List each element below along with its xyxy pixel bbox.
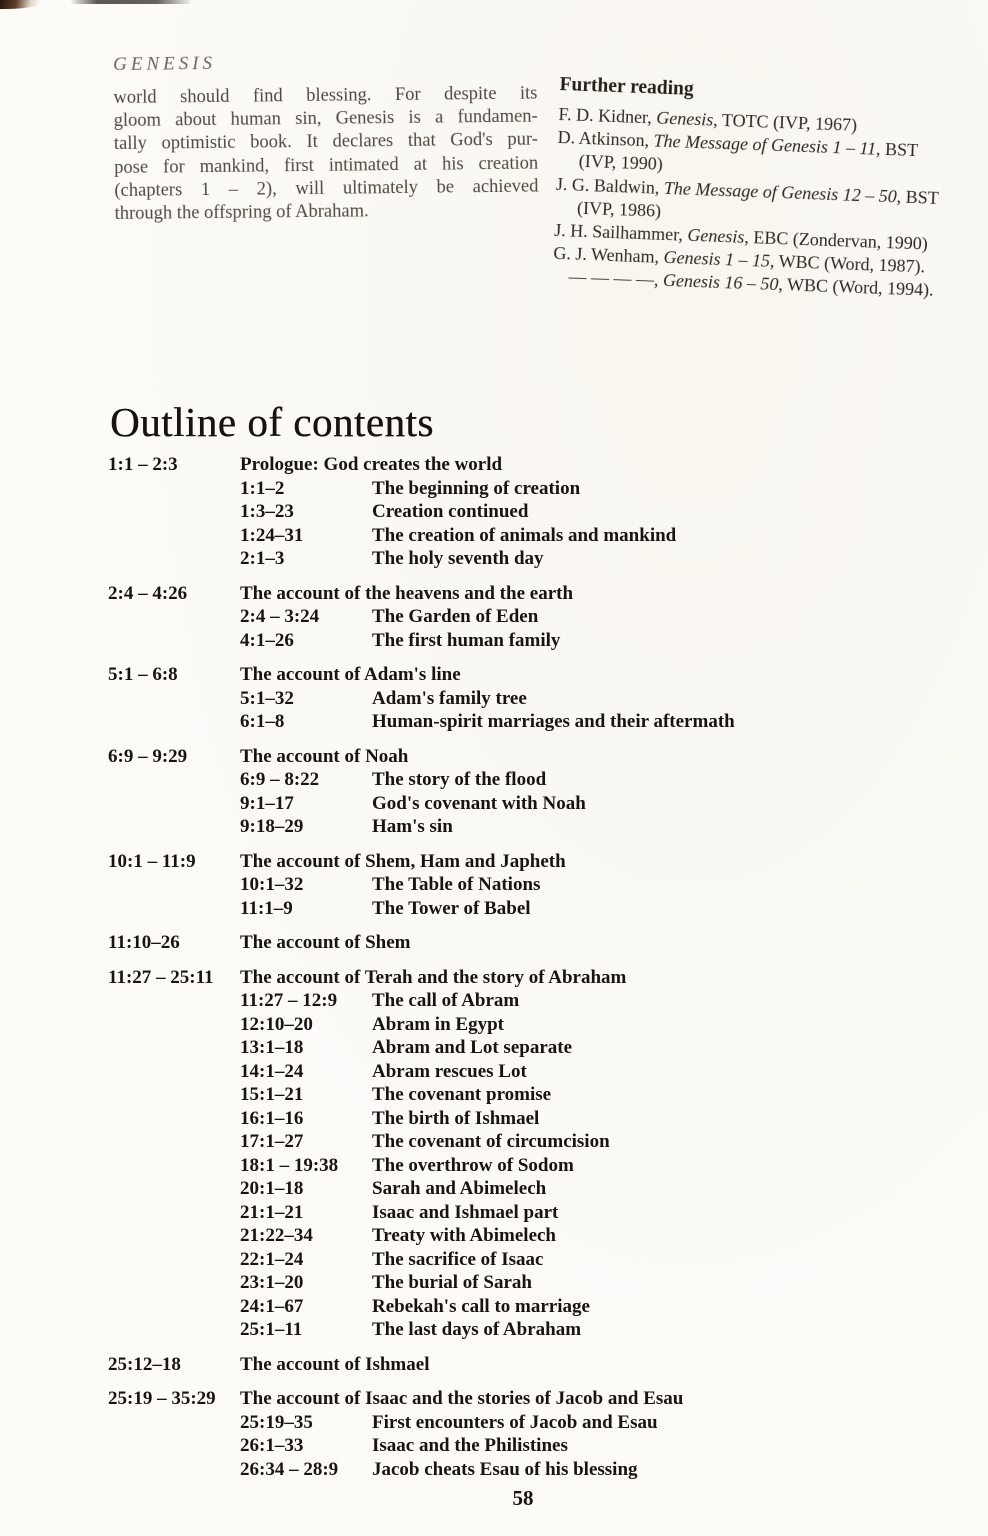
outline-sub-entry (108, 524, 908, 548)
verse-range: 4:1–26 (240, 629, 294, 651)
verse-range: 15:1–21 (240, 1084, 304, 1105)
publisher-info: , WBC (Word, 1994). (778, 274, 934, 301)
outline-section-heading (108, 663, 908, 687)
book-title: Genesis (655, 107, 714, 130)
outline-section-block (108, 1387, 908, 1481)
entry-description: The beginning of creation (372, 477, 581, 499)
publisher-info: , BST (IVP, 1990) (578, 138, 919, 175)
entry-description: The Garden of Eden (372, 606, 539, 627)
outline-sub-entry (108, 1295, 908, 1319)
book-title: Genesis (687, 224, 745, 247)
section-title: The account of Noah (240, 745, 409, 767)
outline-sub-entry (108, 547, 908, 571)
outline-sub-entry (108, 873, 908, 897)
outline-section-block (108, 1353, 908, 1377)
verse-range: 21:22–34 (240, 1225, 313, 1246)
verse-range: 25:19 – 35:29 (108, 1388, 216, 1409)
book-title: The Message of Genesis 12 – 50 (663, 177, 898, 207)
verse-range: 1:1 – 2:3 (108, 454, 178, 475)
publisher-info: , EBC (Zondervan, 1990) (744, 226, 929, 254)
verse-range: 2:4 – 3:24 (240, 606, 320, 627)
verse-range: 10:1 – 11:9 (108, 850, 196, 872)
verse-range: 22:1–24 (240, 1248, 304, 1270)
verse-range: 24:1–67 (240, 1295, 304, 1317)
entry-description: Ham's sin (372, 816, 453, 837)
outline-section-heading (108, 582, 908, 606)
further-reading-heading: Further reading (559, 74, 695, 100)
outline-sub-entry (108, 815, 908, 839)
book-title: Genesis 16 – 50 (662, 270, 779, 295)
verse-range: 23:1–20 (240, 1272, 304, 1293)
verse-range: 16:1–16 (240, 1107, 304, 1129)
intro-paragraph (113, 83, 538, 227)
outline-sub-entry (108, 1130, 908, 1154)
outline-section-heading (108, 1353, 908, 1377)
verse-range: 2:4 – 4:26 (108, 582, 188, 604)
outline-sub-entry (108, 1201, 908, 1225)
section-title: The account of the heavens and the earth (240, 582, 574, 604)
outline-sub-entry (108, 500, 908, 524)
outline-section-heading (108, 966, 908, 990)
outline-section-heading (108, 745, 908, 769)
outline-section-block (108, 582, 908, 653)
verse-range: 17:1–27 (240, 1131, 304, 1152)
entry-description: The story of the flood (372, 769, 547, 790)
entry-description: The last days of Abraham (372, 1319, 582, 1340)
entry-description: God's covenant with Noah (372, 792, 586, 814)
outline-heading: Outline of contents (110, 399, 434, 445)
running-head: GENESIS (113, 52, 217, 75)
section-title: The account of Terah and the story of Abraham (240, 966, 627, 988)
book-title: Genesis 1 – 15 (663, 247, 771, 272)
outline-sub-entry (108, 1036, 908, 1060)
entry-description: Sarah and Abimelech (372, 1178, 547, 1199)
outline-section-block (108, 931, 908, 955)
verse-range: 6:9 – 9:29 (108, 745, 188, 767)
verse-range: 12:10–20 (240, 1013, 313, 1035)
verse-range: 13:1–18 (240, 1037, 304, 1058)
verse-range: 1:24–31 (240, 524, 304, 546)
entry-description: Isaac and Ishmael part (372, 1201, 559, 1223)
scan-smudge-top-left (0, 0, 46, 9)
verse-range: 11:1–9 (240, 897, 293, 919)
outline-sub-entry (108, 1060, 908, 1084)
outline-sub-entry (108, 1458, 908, 1482)
verse-range: 11:27 – 25:11 (108, 966, 214, 988)
verse-range: 26:1–33 (240, 1435, 304, 1456)
verse-range: 9:18–29 (240, 816, 304, 837)
outline-section-block (108, 745, 908, 839)
intro-line: tally optimistic book. It declares that God's pur- (113, 129, 539, 155)
author-name: J. G. Baldwin, (555, 173, 665, 198)
outline-sub-entry (108, 605, 908, 629)
intro-line: through the offspring of Abraham. (114, 201, 369, 225)
entry-description: Abram in Egypt (372, 1013, 504, 1035)
verse-range: 25:1–11 (240, 1319, 303, 1340)
outline-section-block (108, 453, 908, 571)
entry-description: The Table of Nations (372, 874, 541, 895)
scan-strip-top-edge (71, 0, 191, 4)
publisher-info: , TOTC (IVP, 1967) (712, 109, 858, 135)
intro-line: pose for mankind, first intimated at his creation (114, 153, 539, 178)
entry-description: First encounters of Jacob and Esau (372, 1411, 658, 1433)
entry-description: The first human family (372, 629, 561, 651)
outline-sub-entry (108, 477, 908, 501)
outline-section-block (108, 966, 908, 1342)
outline-sub-entry (108, 710, 908, 734)
verse-range: 1:3–23 (240, 501, 294, 522)
author-name: F. D. Kidner, (558, 103, 657, 128)
outline-sub-entry (108, 687, 908, 711)
verse-range: 25:19–35 (240, 1411, 313, 1433)
verse-range: 2:1–3 (240, 548, 285, 569)
book-title: The Message of Genesis 1 – 11 (653, 130, 877, 159)
section-title: Prologue: God creates the world (240, 454, 503, 475)
outline-sub-entry (108, 1154, 908, 1178)
outline-sub-entry (108, 1248, 908, 1272)
outline-sub-entry (108, 1083, 908, 1107)
verse-range: 26:34 – 28:9 (240, 1458, 339, 1480)
entry-description: The sacrifice of Isaac (372, 1248, 544, 1270)
publisher-info: , WBC (Word, 1987). (769, 251, 926, 277)
entry-description: The covenant of circumcision (372, 1131, 610, 1152)
outline-sub-entry (108, 1434, 908, 1458)
entry-description: Human-spirit marriages and their aftermath (372, 711, 735, 732)
verse-range: 1:1–2 (240, 477, 285, 499)
verse-range: 6:9 – 8:22 (240, 769, 320, 790)
verse-range: 18:1 – 19:38 (240, 1154, 339, 1176)
verse-range: 5:1–32 (240, 687, 294, 709)
author-name: G. J. Wenham, (553, 243, 664, 268)
entry-description: Abram and Lot separate (372, 1037, 573, 1058)
verse-range: 11:10–26 (108, 932, 180, 953)
outline-sub-entry (108, 897, 908, 921)
verse-range: 10:1–32 (240, 874, 304, 895)
further-reading-list (552, 103, 961, 303)
publisher-info: , BST (IVP, 1986) (576, 186, 939, 221)
author-name: D. Atkinson, (557, 127, 655, 151)
author-name: J. H. Sailhammer, (553, 219, 688, 245)
outline-sub-entry (108, 1177, 908, 1201)
outline-sub-entry (108, 768, 908, 792)
entry-description: The call of Abram (372, 990, 520, 1011)
intro-line: world should find blessing. For despite its (113, 83, 538, 108)
section-title: The account of Isaac and the stories of Jacob and Esau (240, 1388, 684, 1409)
outline-section-block (108, 663, 908, 734)
entry-description: Adam's family tree (372, 687, 527, 709)
verse-range: 5:1 – 6:8 (108, 664, 178, 685)
entry-description: Jacob cheats Esau of his blessing (372, 1458, 638, 1480)
entry-description: The holy seventh day (372, 548, 544, 569)
entry-description: Rebekah's call to marriage (372, 1295, 590, 1317)
verse-range: 20:1–18 (240, 1178, 304, 1199)
entry-description: Treaty with Abimelech (372, 1225, 556, 1246)
outline-sub-entry (108, 1107, 908, 1131)
outline-contents (108, 453, 908, 1481)
outline-sub-entry (108, 629, 908, 653)
author-name: — — — —, (568, 266, 664, 291)
verse-range: 6:1–8 (240, 711, 285, 732)
entry-description: Creation continued (372, 501, 529, 522)
verse-range: 25:12–18 (108, 1353, 181, 1375)
outline-section-heading (108, 453, 908, 477)
entry-description: The Tower of Babel (372, 897, 531, 919)
outline-section-heading (108, 1387, 908, 1411)
outline-sub-entry (108, 1318, 908, 1342)
entry-description: The birth of Ishmael (372, 1107, 540, 1129)
entry-description: The burial of Sarah (372, 1272, 532, 1293)
intro-line: (chapters 1 – 2), will ultimately be achieved (114, 176, 539, 201)
section-title: The account of Ishmael (240, 1353, 430, 1375)
section-title: The account of Adam's line (240, 664, 461, 685)
intro-line: gloom about human sin, Genesis is a fundamen- (113, 106, 538, 132)
outline-sub-entry (108, 989, 908, 1013)
verse-range: 9:1–17 (240, 792, 294, 814)
further-reading-column (552, 74, 962, 303)
intro-column (113, 50, 539, 227)
entry-description: The overthrow of Sodom (372, 1154, 574, 1176)
section-title: The account of Shem (240, 932, 411, 953)
verse-range: 21:1–21 (240, 1201, 304, 1223)
verse-range: 14:1–24 (240, 1060, 304, 1082)
outline-sub-entry (108, 1271, 908, 1295)
entry-description: Isaac and the Philistines (372, 1435, 568, 1456)
entry-description: The covenant promise (372, 1084, 552, 1105)
outline-section-heading (108, 850, 908, 874)
entry-description: Abram rescues Lot (372, 1060, 527, 1082)
outline-section-block (108, 850, 908, 921)
section-title: The account of Shem, Ham and Japheth (240, 850, 566, 872)
outline-sub-entry (108, 1224, 908, 1248)
outline-sub-entry (108, 792, 908, 816)
verse-range: 11:27 – 12:9 (240, 990, 338, 1011)
page-number: 58 (512, 1486, 534, 1510)
outline-sub-entry (108, 1013, 908, 1037)
entry-description: The creation of animals and mankind (372, 524, 677, 546)
outline-section-heading (108, 931, 908, 955)
outline-sub-entry (108, 1411, 908, 1435)
